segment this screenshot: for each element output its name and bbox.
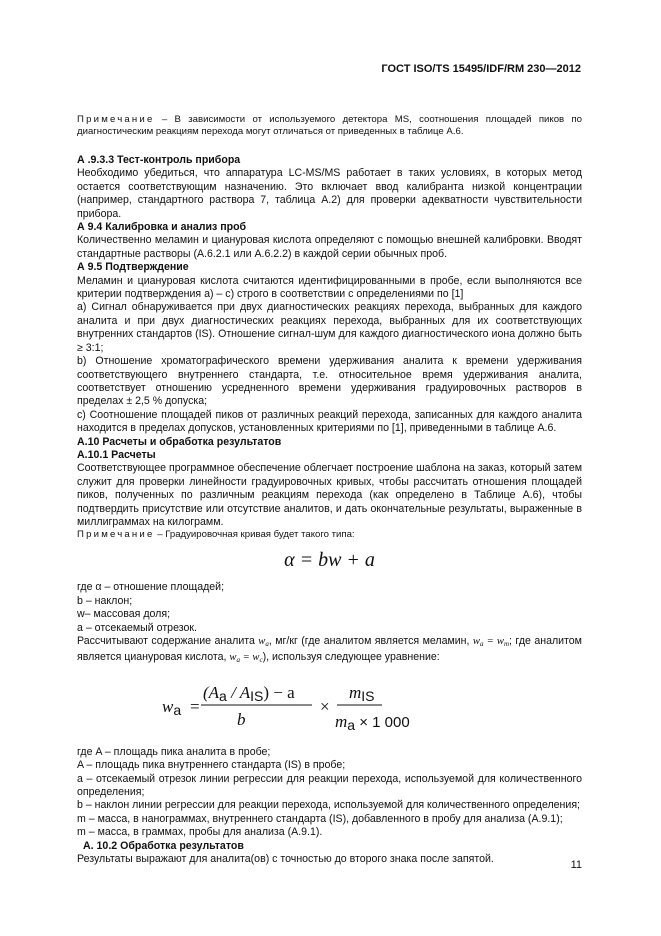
symbol-wa: $w_a$	[258, 636, 269, 648]
document-body	[77, 114, 582, 866]
paragraph-a102: Результаты выражают для аналита(ов) с точностью до второго знака после запятой.	[77, 853, 494, 866]
where-item: m – масса, в граммах, пробы для анализа (А.9.1).	[77, 826, 323, 839]
where-item: где A – площадь пика аналита в пробе;	[77, 745, 271, 758]
note-label: Примечание	[77, 114, 155, 125]
formula-times: ×	[320, 696, 330, 716]
heading-a101: А.10.1 Расчеты	[77, 448, 156, 461]
paragraph-95: Меламин и циануровая кислота считаются идентифицированными в пробе, если выполняются все критерии подтверждения а) – с) строго в соответствии с определениями по [1]	[77, 274, 582, 301]
paragraph-a101: Соответствующее программное обеспечение облегчает построение шаблона на заказ, который затем служит для проверки линейности градуировочных кривых, чтобы рассчитать отношения площадей пиков, полученных по различным реакциям перехода (как определено в Таблице А.6), чтобы подтвердить присутствие или отсутствие аналитов, и дать окончательные результаты, выраженные в миллиграммах на килограмм.	[77, 462, 582, 528]
formula-numerator: (Aa / AIS) − a	[203, 682, 295, 704]
note-text: – Градуировочная кривая будет такого типа:	[157, 529, 355, 541]
formula-denominator: b	[237, 709, 246, 729]
document-header: ГОСТ ISO/TS 15495/IDF/RM 230—2012	[381, 63, 581, 75]
criterion-a: а) Сигнал обнаруживается при двух диагностических реакциях перехода, выбранных для каждого аналита и при двух диагностических реакциях перехода, выбранных для их соответствующих внутренних стандартов (IS). Отношение сигнал-шум для каждого диагностического иона должно быть ≥ 3:1;	[77, 301, 582, 354]
formula-num-right: mIS	[349, 682, 375, 704]
paragraph-calc	[77, 635, 582, 668]
calc-text-3: ; где аналитом является циануровая кислота,	[77, 635, 582, 664]
heading-a10: А.10 Расчеты и обработка результатов	[77, 435, 282, 448]
heading-a102: А. 10.2 Обработка результатов	[83, 839, 244, 852]
criterion-b: b) Отношение хроматографического времени удерживания аналита к времени удерживания соответствующего внутреннего стандарта, т.е. относительное время удерживания аналита, соответствует отношению усредненного времени удерживания градуировочных растворов в пределах ± 2,5 % допуска;	[77, 355, 582, 408]
where-list-2	[77, 746, 582, 840]
criterion-c: с) Соотношение площадей пиков от различных реакций перехода, записанных для каждого аналита находится в пределах допусков, установленных критериями по [1], приведенными в таблице А.6.	[77, 408, 582, 435]
heading-94: А 9.4 Калибровка и анализ проб	[77, 221, 247, 234]
where-list-1	[77, 581, 582, 635]
where-item: где α – отношение площадей;	[77, 581, 225, 594]
formula-calibration: α = bw + a	[284, 549, 375, 572]
symbol-wa-wc: $w_a = w_c$	[229, 652, 263, 665]
note-2	[77, 529, 582, 541]
where-item: m – масса, в нанограммах, внутреннего стандарта (IS), добавленного в пробу для анализа (А.9.1);	[77, 812, 563, 825]
formula-equals: =	[190, 696, 200, 716]
where-item: a – отсекаемый отрезок линии регрессии для реакции перехода, используемой для количественного определения;	[77, 772, 582, 799]
page-number: 11	[570, 859, 582, 871]
formula-den-right: ma × 1 000	[335, 711, 410, 733]
calc-text-4: ), используя следующее уравнение:	[262, 651, 440, 664]
note-label: Примечание	[77, 529, 155, 541]
where-item: b – наклон;	[77, 594, 133, 607]
where-item: a – отсекаемый отрезок.	[77, 621, 197, 634]
formula-content	[77, 672, 582, 742]
heading-933: А .9.3.3 Тест-контроль прибора	[77, 154, 241, 166]
symbol-wa-wm: $w_a = w_m$	[472, 636, 510, 648]
where-item: b – наклон линии регрессии для реакции перехода, используемой для количественного определения;	[77, 799, 581, 812]
formula-content-svg	[77, 672, 582, 742]
calc-text-1: Рассчитывают содержание аналита	[77, 635, 255, 647]
where-item: A – площадь пика внутреннего стандарта (IS) в пробе;	[77, 759, 346, 772]
note-text: – В зависимости от используемого детектора MS, соотношения площадей пиков по диагностическим реакциям перехода могут отличаться от приведенных в таблице А.6.	[77, 114, 582, 137]
paragraph-933: Необходимо убедиться, что аппаратура LC-MS/MS работает в таких условиях, в которых метод остается соответствующим назначению. Это включает ввод калибранта низкой концентрации (например, стандартного раствора 7, таблица А.2) для проверки адекватности чувствительности прибора.	[77, 167, 582, 220]
formula-lhs: wa	[162, 696, 182, 718]
heading-95: А 9.5 Подтверждение	[77, 261, 189, 274]
paragraph-94: Количественно меламин и циануровая кислота определяют с помощью внешней калибровки. Вводят стандартные растворы (А.6.2.1 или А.6.2.2) в каждой серии обычных проб.	[77, 234, 582, 260]
note-1	[77, 114, 582, 138]
where-item: w– массовая доля;	[77, 608, 171, 621]
calc-text-2: , мг/кг (где аналитом является меламин,	[268, 635, 470, 647]
